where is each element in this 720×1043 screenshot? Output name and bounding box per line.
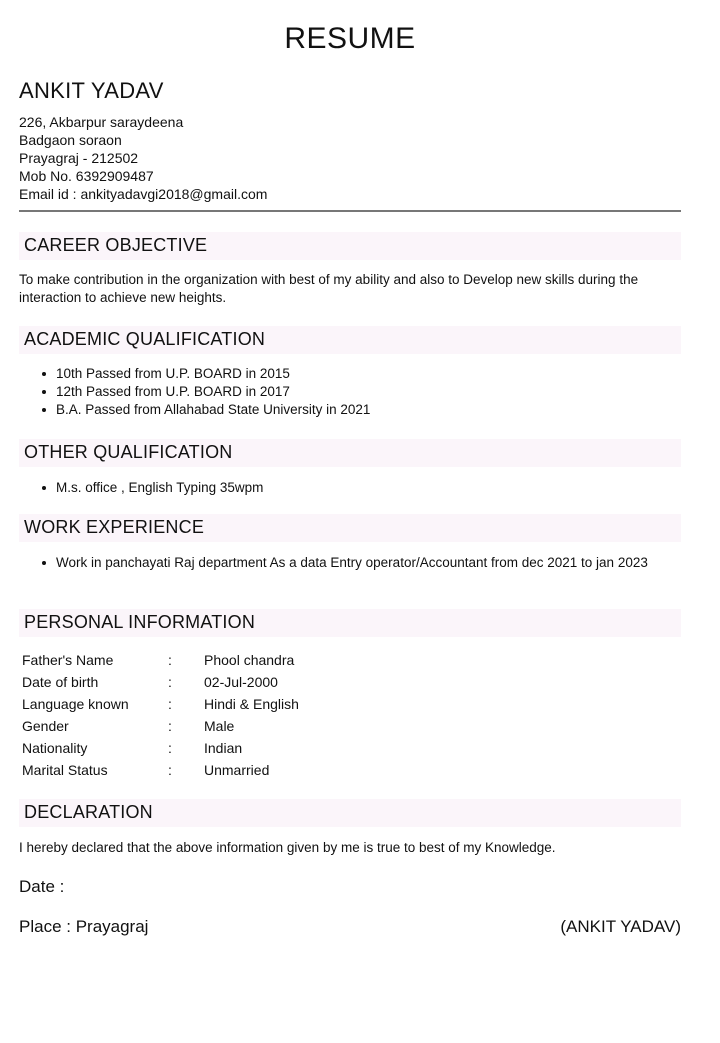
info-label: Father's Name (22, 652, 114, 668)
section-header-career-objective (19, 232, 681, 260)
table-row (22, 759, 299, 781)
list-item: Work in panchayati Raj department As a data Entry operator/Accountant from dec 2021 to jan 2023 (38, 554, 678, 572)
info-label: Gender (22, 718, 69, 734)
info-separator: : (168, 674, 172, 690)
section-title: ACADEMIC QUALIFICATION (24, 329, 266, 349)
mobile-number: Mob No. 6392909487 (19, 168, 154, 184)
place-label: Place : Prayagraj (19, 917, 149, 936)
table-row (22, 649, 299, 671)
header-divider (19, 210, 681, 212)
section-title: PERSONAL INFORMATION (24, 612, 256, 632)
table-row (22, 715, 299, 737)
info-label: Language known (22, 696, 129, 712)
section-header-other-qualification (19, 439, 681, 467)
info-value: Indian (204, 740, 243, 756)
section-title: CAREER OBJECTIVE (24, 235, 208, 255)
info-separator: : (168, 762, 172, 778)
resume-title: RESUME (284, 22, 416, 55)
date-label: Date : (19, 877, 65, 896)
section-title: OTHER QUALIFICATION (24, 442, 233, 462)
work-experience-list (38, 554, 678, 572)
info-value: Male (204, 718, 235, 734)
info-label: Nationality (22, 740, 88, 756)
address-line: Prayagraj - 212502 (19, 150, 139, 166)
info-separator: : (168, 652, 172, 668)
address-line: 226, Akbarpur saraydeena (19, 114, 184, 130)
signature-name: (ANKIT YADAV) (560, 917, 681, 936)
info-value: 02-Jul-2000 (204, 674, 278, 690)
section-header-academic-qualification (19, 326, 681, 354)
section-title: DECLARATION (24, 802, 153, 822)
section-header-work-experience (19, 514, 681, 542)
section-header-personal-information (19, 609, 681, 637)
table-row (22, 671, 299, 693)
info-label: Marital Status (22, 762, 108, 778)
career-objective-text: To make contribution in the organization with best of my ability and also to Develop new skills during the interaction to achieve new heights. (19, 272, 639, 305)
info-value: Unmarried (204, 762, 270, 778)
list-item: B.A. Passed from Allahabad State University in 2021 (38, 401, 370, 419)
academic-list (38, 365, 370, 419)
personal-info-table (22, 649, 299, 781)
email-address: Email id : ankityadavgi2018@gmail.com (19, 186, 268, 202)
other-qualification-list (38, 479, 263, 497)
list-item: 12th Passed from U.P. BOARD in 2017 (38, 383, 370, 401)
address-block (19, 113, 267, 203)
list-item: M.s. office , English Typing 35wpm (38, 479, 263, 497)
info-label: Date of birth (22, 674, 99, 690)
list-item: 10th Passed from U.P. BOARD in 2015 (38, 365, 370, 383)
table-row (22, 693, 299, 715)
declaration-text: I hereby declared that the above information given by me is true to best of my Knowledge. (19, 840, 556, 855)
info-value: Hindi & English (204, 696, 299, 712)
address-line: Badgaon soraon (19, 132, 122, 148)
info-separator: : (168, 696, 172, 712)
info-value: Phool chandra (204, 652, 295, 668)
section-header-declaration (19, 799, 681, 827)
info-separator: : (168, 740, 172, 756)
candidate-name: ANKIT YADAV (19, 78, 164, 103)
info-separator: : (168, 718, 172, 734)
table-row (22, 737, 299, 759)
section-title: WORK EXPERIENCE (24, 517, 205, 537)
